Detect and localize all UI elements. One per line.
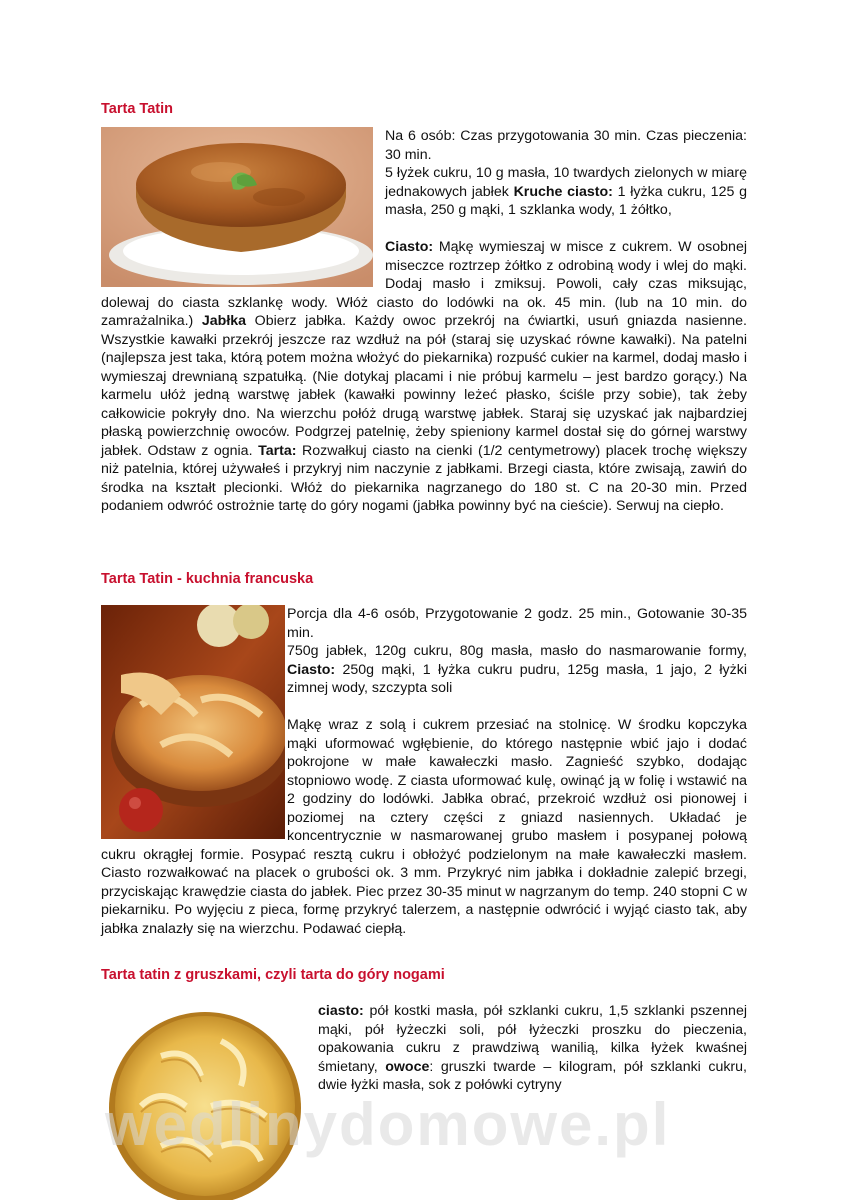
recipe-2-time: Porcja dla 4-6 osób, Przygotowanie 2 godz. 25 min., Gotowanie 30-35 min. (287, 606, 747, 641)
recipe-2-dough-text: 250g mąki, 1 łyżka cukru pudru, 125g masła, 1 jajo, 2 łyżki zimnej wody, szczypta soli (287, 661, 747, 696)
tart-on-plate-image (101, 127, 373, 287)
recipe-2-body (101, 605, 747, 938)
recipe-1-dough-label: Kruche ciasto: (513, 183, 613, 200)
recipe-1-body (101, 127, 747, 516)
recipe-1-time: Na 6 osób: Czas przygotowania 30 min. Czas pieczenia: 30 min. (385, 128, 747, 163)
recipe-1-method-label-jablka: Jabłka (201, 313, 247, 329)
watermark: wedlinydomowe.pl (105, 1091, 671, 1158)
tart-photo-1 (101, 127, 373, 287)
recipe-3-fruit-label: owoce (385, 1058, 430, 1075)
recipe-title-tarta-tatin: Tarta Tatin (101, 101, 173, 117)
recipe-2-ingredients: 750g jabłek, 120g cukru, 80g masła, masło do nasmarowanie formy, (287, 643, 747, 659)
recipe-3-body (318, 1002, 747, 1095)
recipe-3-fruit-text: : gruszki twarde – kilogram, pół szklanki cukru, dwie łyżki masła, sok z połówki cytryny (318, 1058, 747, 1093)
recipe-1-method-jablka: Obierz jabłka. Każdy owoc przekrój na ćwiartki, usuń gniazda nasienne. Wszystkie kawałki przekrój jeszcze raz wzdłuż na pół (staraj się uzyskać równe kawałki). Na patelni (najlepsza jest taka, którą potem można włożyć do piekarnika) rozpuść cukier na karmel, dodaj masło i wymieszaj drewnianą szpatułką. (Nie dotykaj placami i nie próbuj karmelu – jest bardzo gorący.) Na karmelu ułóż jedną warstwę jabłek (kawałki powinny leżeć płasko, ściśle przy sobie), tak żeby całkowicie pokryły dno. Na wierzchu połóż drugą warstwę jabłek. Staraj się uzyskać jak najbardziej płaską powierzchnię owoców. Podgrzej patelnię, żeby spieniony karmel dostał się do górnej warstwy jabłek. Odstaw z ognia. (101, 313, 747, 459)
recipe-1-ingredients: 5 łyżek cukru, 10 g masła, 10 twardych zielonych w miarę jednakowych jabłek (385, 165, 747, 200)
recipe-3-dough-label: ciasto: (318, 1003, 364, 1019)
recipe-2-method: Mąkę wraz z solą i cukrem przesiać na stolnicę. W środku kopczyka mąki uformować wgłębienie, do którego następnie wbić jajo i dodać pokrojone w małe kawałeczki masło. Zagnieść szybko, dodając stopniowo wodę. Z ciasta uformować kulę, owinąć ją w folię i wstawić na 2 godziny do lodówki. Jabłka obrać, przekroić wzdłuż osi pionowej i poziomej na cztery części z gniazd nasiennych. Układać je koncentrycznie w nasmarowanej grubo masłem i posypanej połową cukru okrągłej formie. Posypać resztą cukru i obłożyć podzielonym na małe kawałeczki masłem. Ciasto rozwałkować na placek o grubości ok. 3 mm. Przykryć nim jabłka i dokładnie zalepić brzegi, przyciskając krawędzie ciasta do jabłek. Piec przez 30-35 minut w nagrzanym do temp. 240 stopni C w piekarniku. Po wyjęciu z pieca, formę przykryć talerzem, a następnie odwrócić i wyjąć ciasto tak, aby jabłka znalazły się na wierzchu. Podawać ciepłą. (101, 717, 747, 937)
recipe-1-method-ciasto: Mąkę wymieszaj w misce z cukrem. W osobnej miseczce roztrzep żółtko z odrobiną wody i wlej do mąki. Dodaj masło i zmiksuj. Powoli, cały czas miksując, dolewaj do ciasta szklankę wody. Włóż ciasto do lodówki na ok. 45 min. (lub na 10 min. do zamrażalnika.) (101, 239, 747, 329)
recipe-1-method-label-tarta: Tarta: (258, 442, 297, 459)
recipe-1-method-label-ciasto: Ciasto: (385, 239, 434, 255)
recipe-3-dough-text: pół kostki masła, pół szklanki cukru, 1,5 szklanki pszennej mąki, pół łyżeczki soli, pół łyżeczki proszku do pieczenia, opakowania cukru z prawdziwą wanilią, kilka łyżek kwaśnej śmietany, (318, 1003, 747, 1075)
recipe-2-dough-label: Ciasto: (287, 661, 336, 678)
recipe-1-dough-text: 1 łyżka cukru, 125 g masła, 250 g mąki, 1 szklanka wody, 1 żółtko, (385, 183, 747, 218)
recipe-1-method-tarta: Rozwałkuj ciasto na cienki (1/2 centymetrowy) placek trochę większy niż patelnia, której używałeś i przykryj nim naczynie z jabłkami. Brzegi ciasta, które zwisają, zawiń do środka na kształt plecionki. Włóż do piekarnika nagrzanego do 180 st. C na 20-30 min. Przed podaniem odwróć ostrożnie tartę do góry nogami (jabłka powinny być na cieście). Serwuj na ciepło. (101, 442, 747, 514)
apple-tart-image (101, 605, 285, 839)
tart-photo-2 (101, 605, 285, 839)
recipe-title-kuchnia-francuska: Tarta Tatin - kuchnia francuska (101, 571, 314, 587)
recipe-title-z-gruszkami: Tarta tatin z gruszkami, czyli tarta do góry nogami (101, 967, 445, 983)
